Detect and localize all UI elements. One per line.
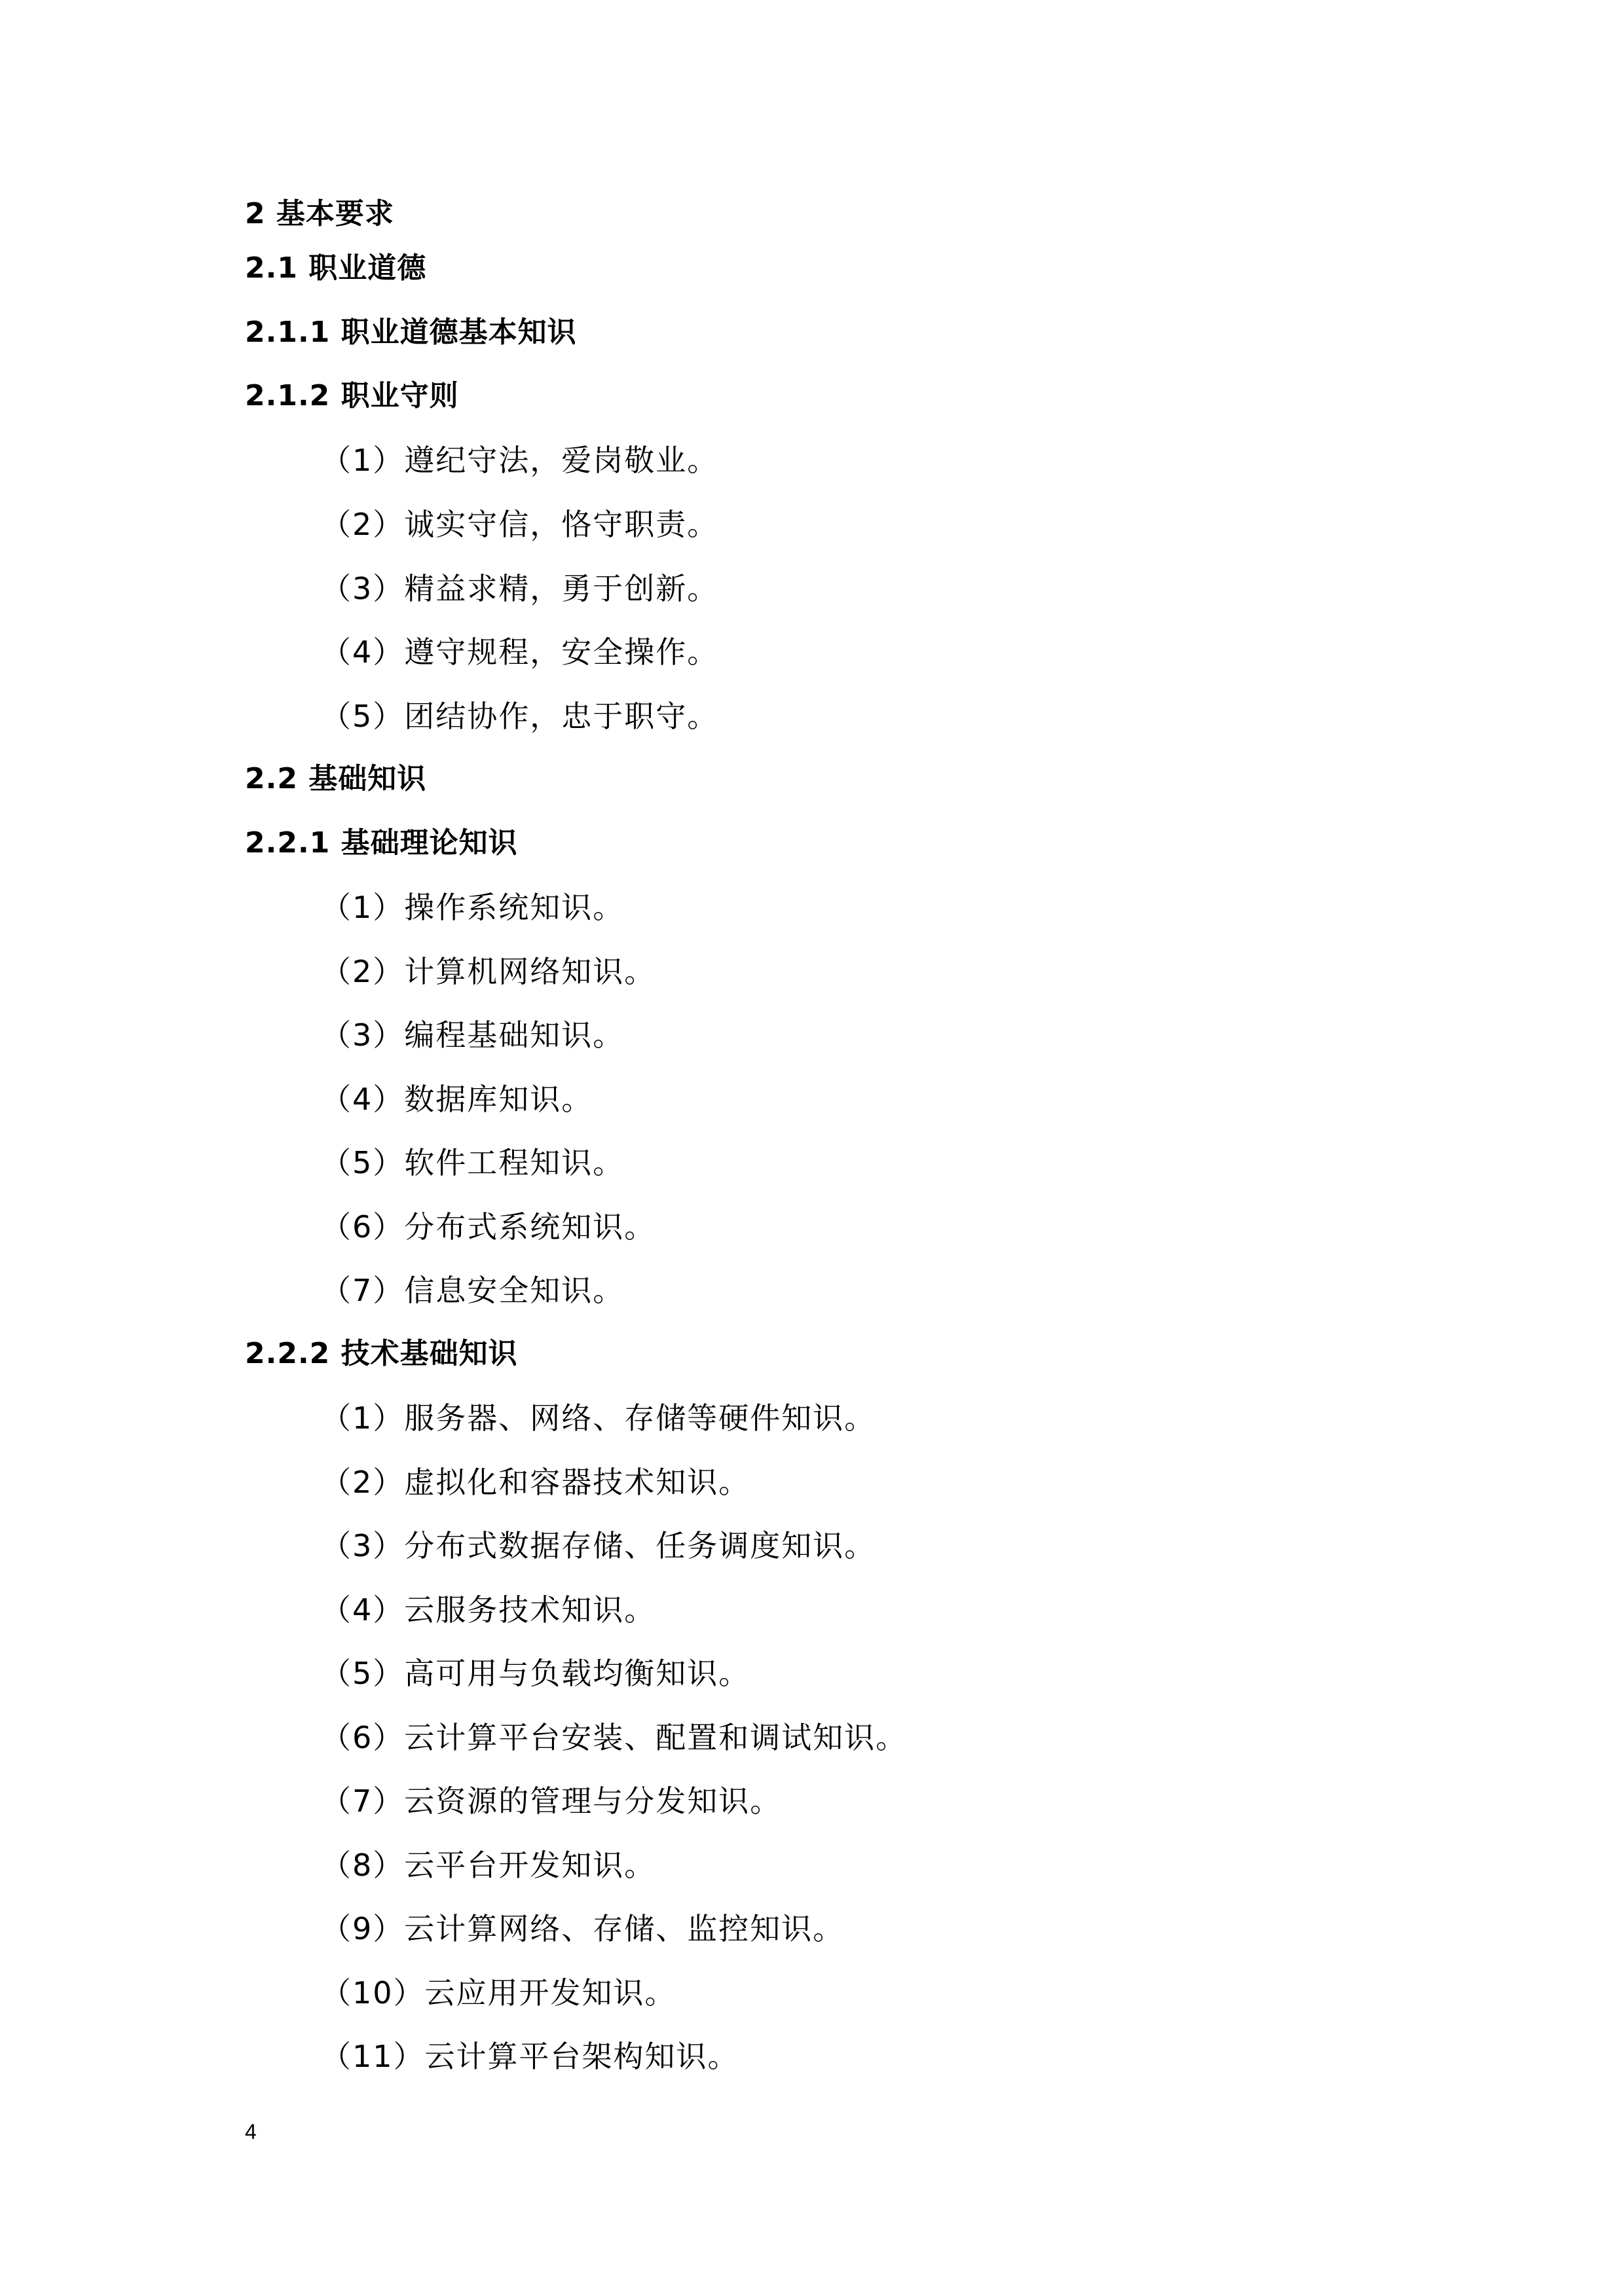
list-item: （8）云平台开发知识。 [321,1848,656,1883]
list-item: （7）云资源的管理与分发知识。 [321,1783,782,1819]
list-item: （7）信息安全知识。 [321,1273,625,1308]
heading-basic-theory: 2.2.1 基础理论知识 [245,826,518,860]
list-item: （1）服务器、网络、存储等硬件知识。 [321,1400,876,1436]
list-item: （10）云应用开发知识。 [321,1975,676,2011]
list-item: （6）分布式系统知识。 [321,1209,656,1245]
list-item: （4）数据库知识。 [321,1082,593,1117]
list-item: （2）诚实守信，恪守职责。 [321,507,719,542]
list-item: （6）云计算平台安装、配置和调试知识。 [321,1720,908,1755]
heading-professional-ethics: 2.1 职业道德 [245,251,427,285]
list-item: （3）编程基础知识。 [321,1017,625,1053]
list-item: （2）虚拟化和容器技术知识。 [321,1465,750,1500]
list-item: （5）团结协作，忠于职守。 [321,699,719,734]
heading-code-of-conduct: 2.1.2 职业守则 [245,379,459,412]
list-item: （9）云计算网络、存储、监控知识。 [321,1911,845,1946]
list-item: （4）云服务技术知识。 [321,1592,656,1628]
list-item: （5）软件工程知识。 [321,1145,625,1180]
heading-technical-basics: 2.2.2 技术基础知识 [245,1337,518,1370]
page-number: 4 [245,2120,257,2143]
list-item: （2）计算机网络知识。 [321,954,656,989]
heading-basic-knowledge: 2.2 基础知识 [245,762,427,795]
list-item: （4）遵守规程，安全操作。 [321,634,719,670]
list-item: （11）云计算平台架构知识。 [321,2039,739,2074]
heading-ethics-basic-knowledge: 2.1.1 职业道德基本知识 [245,316,577,349]
list-item: （1）遵纪守法，爱岗敬业。 [321,443,719,478]
heading-basic-requirements: 2 基本要求 [245,197,394,230]
list-item: （5）高可用与负载均衡知识。 [321,1656,750,1691]
list-item: （1）操作系统知识。 [321,890,625,925]
list-item: （3）分布式数据存储、任务调度知识。 [321,1528,876,1563]
list-item: （3）精益求精，勇于创新。 [321,571,719,606]
